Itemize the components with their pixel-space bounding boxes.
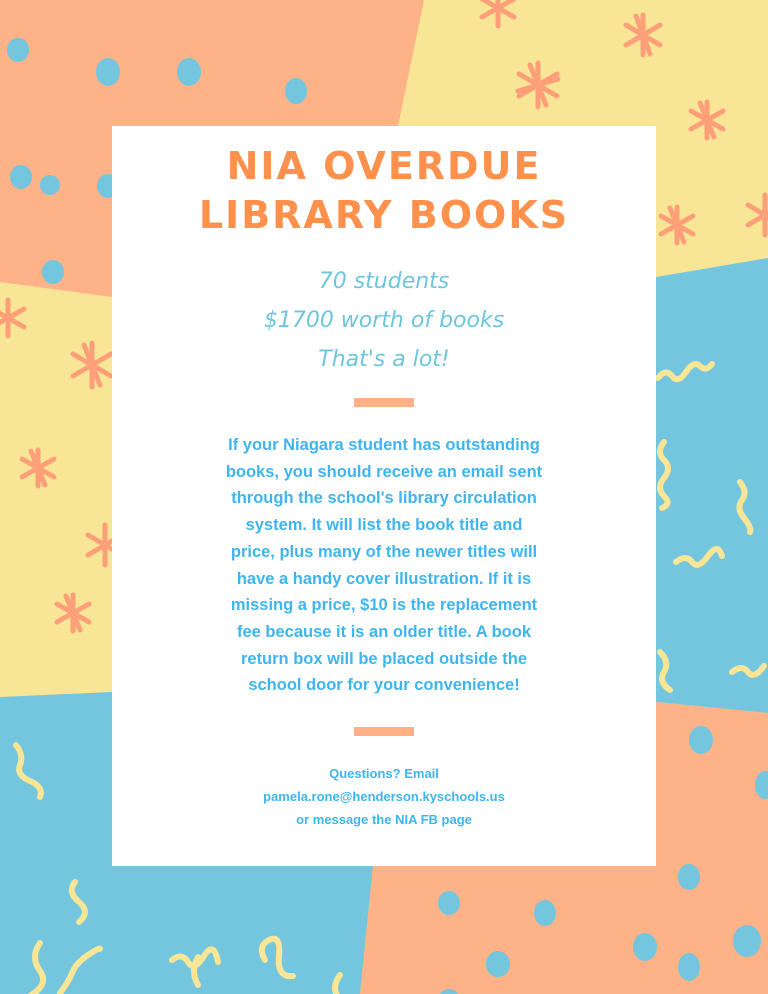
poster-title bbox=[112, 142, 656, 240]
body-line: school door for your convenience! bbox=[248, 676, 520, 695]
poster-card bbox=[112, 126, 656, 866]
body-line: price, plus many of the newer titles will bbox=[230, 542, 538, 561]
body-paragraph bbox=[182, 432, 586, 699]
contact-email: pamela.rone@henderson.kyschools.us bbox=[263, 789, 505, 804]
body-line: If your Niagara student has outstanding bbox=[228, 436, 540, 454]
body-line: have a handy cover illustration. If it is bbox=[236, 569, 532, 588]
contact-prompt: Questions? Email bbox=[329, 766, 439, 781]
body-line: missing a price, $10 is the replacement bbox=[230, 596, 538, 615]
divider bbox=[354, 398, 414, 407]
contact-block bbox=[112, 762, 656, 831]
books-value: $1700 worth of books bbox=[263, 308, 505, 333]
contact-alt: or message the NIA FB page bbox=[296, 812, 472, 827]
title-line-2: LIBRARY BOOKS bbox=[198, 193, 570, 237]
body-line: through the school's library circulation bbox=[231, 489, 537, 508]
body-line: books, you should receive an email sent bbox=[225, 462, 543, 481]
title-line-1: NIA OVERDUE bbox=[226, 144, 542, 188]
body-line: fee because it is an older title. A book bbox=[236, 622, 532, 641]
divider bbox=[354, 727, 414, 736]
stats-remark: That's a lot! bbox=[318, 347, 450, 372]
stats-block bbox=[112, 262, 656, 379]
students-count: 70 students bbox=[318, 269, 450, 294]
body-line: system. It will list the book title and bbox=[245, 516, 523, 535]
body-line: return box will be placed outside the bbox=[240, 649, 528, 668]
